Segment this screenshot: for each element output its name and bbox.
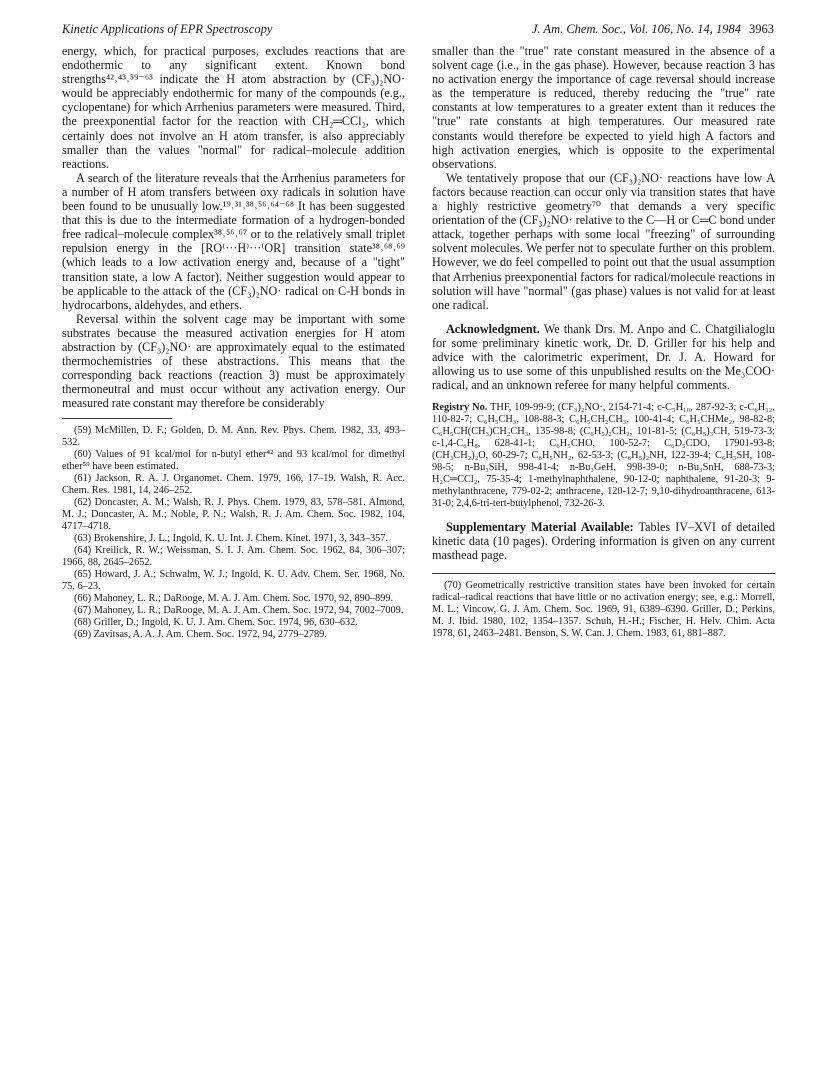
footnote-rule [432,573,775,574]
footnote: (69) Zavitsas, A. A. J. Am. Chem. Soc. 1972, 94, 2779–2789. [74,629,327,641]
registry-numbers [432,402,775,510]
footnote: (68) Griller, D.; Ingold, K. U. J. Am. Chem. Soc. 1974, 96, 630–632. [74,617,358,629]
acknowledgment [432,322,775,392]
supplementary-text: Tables IV–XVI of detailed kinetic data (10 pages). Ordering information is given on any current masthead page. [432,520,775,563]
footnote: (59) McMillen, D. F.; Golden, D. M. Ann. Rev. Phys. Chem. 1982, 33, 493–532. [62,425,405,449]
running-header [62,22,774,40]
footnotes [432,580,775,640]
acknowledgment-heading: Acknowledgment. [446,321,540,336]
footnote: (60) Values of 91 kcal/mol for n-butyl ether⁴² and 93 kcal/mol for dimethyl ether⁵⁹ have been estimated. [62,449,405,473]
footnote: (67) Mahoney, L. R.; DaRooge, M. A. J. Am. Chem. Soc. 1972, 94, 7002–7009. [74,605,404,617]
footnote: (64) Kreilick, R. W.; Weissman, S. I. J. Am. Chem. Soc. 1962, 84, 306–307; 1966, 88, 2645–2652. [62,545,405,569]
left-column [62,44,405,641]
page-number: 3963 [749,22,774,36]
body-paragraph: We tentatively propose that our (CF₃)₂NO· reactions have low A factors because reaction can occur only via transition states that have a highly restrictive geometry⁷⁰ that demands a very specific orientation of the (CF₃)₂NO· relative to the C—H or C═C bond under attack, together perhaps with some local "freezing" of surrounding solvent molecules. We perfer not to speculate further on this problem. However, we do feel compelled to point out that the usual assumption that Arrhenius preexponential factors for radical/molecule reactions in solution will have "normal" (gas phase) values is not valid for at least one radical. [432,170,775,312]
registry-heading: Registry No. [432,402,488,414]
acknowledgment-text: We thank Drs. M. Anpo and C. Chatgilialoglu for some preliminary kinetic work, Dr. D. Griller for his help and advice with the calorimetric experiment, Dr. J. A. Howard for allowing us to use some of this unpublished results on the Me₃COO· radical, and an unknown referee for many helpful comments. [432,321,775,393]
header-journal [532,22,774,37]
body-paragraph: energy, which, for practical purposes, excludes reactions that are endothermic to any significant extent. Known bond strengths⁴²˒⁴³˒⁵⁹⁻⁶³ indicate the H atom abstraction by (CF₃)₂NO· would be appreciably endothermic for many of the compounds (e.g., cyclopentane) for which Arrhenius parameters were measured. Third, the preexponential factor for the reaction with CH₂═CCl₂, which certainly does not involve an H atom transfer, is also appreciably smaller than the values "normal" for radical–molecule addition reactions. [62,44,405,171]
footnote: (66) Mahoney, L. R.; DaRooge, M. A. J. Am. Chem. Soc. 1970, 92, 890–899. [74,593,394,605]
supplementary-material [432,520,775,562]
body-paragraph: smaller than the "true" rate constant measured in the absence of a solvent cage (i.e., in the gas phase). However, because reaction 3 has no activation energy the importance of cage reversal should increase as the temperature is reduced, thereby reducing the "true" rate constants at low temperatures to a greater extent than it reduces the "true" rate constants at high temperatures. Our measured rate constants would therefore be expected to yield high A factors and high activation energies, which is opposite to the experimental observations. [432,44,775,171]
footnote: (61) Jackson, R. A. J. Organomet. Chem. 1979, 166, 17–19. Walsh, R. Acc. Chem. Res. 1981, 14, 246–252. [62,473,405,497]
header-title: Kinetic Applications of EPR Spectroscopy [62,22,273,36]
body-paragraph: Reversal within the solvent cage may be important with some substrates because the measured activation energies for H atom abstraction by (CF₃)₂NO· are approximately equal to the estimated thermochemistries of these abstractions. This means that the corresponding back reactions (reaction 3) must be approximately thermoneutral and must occur without any activation energy. Our measured rate constant may therefore be considerably [62,311,405,411]
body-paragraph: A search of the literature reveals that the Arrhenius parameters for a number of H atom transfers between oxy radicals in solution have been found to be unusually low.¹⁹˒³¹˒³⁸˒⁵⁶˒⁶⁴⁻⁶⁸ It has been suggested that this is due to the intermediate formation of a hydrogen-bonded free radical–molecule complex³⁸˒⁵⁶˒⁶⁷ or to the relatively small triplet repulsion energy in the [RO⁽···H⁾···⁽OR] transition state³⁸˒⁶⁸˒⁶⁹ (which leads to a low activation energy and, because of a "tight" transition state, a low A factor). Neither suggestion would appear to be applicable to the attack of the (CF₃)₂NO· radical on C-H bonds in hydrocarbons, aldehydes, and ethers. [62,170,405,312]
supplementary-heading: Supplementary Material Available: [446,520,634,535]
footnote: (65) Howard, J. A.; Schwalm, W. J.; Ingold, K. U. Adv. Chem. Ser. 1968, No. 75, 6–23. [62,569,405,593]
footnote: (63) Brokenshire, J. L.; Ingold, K. U. Int. J. Chem. Kinet. 1971, 3, 343–357. [74,533,389,545]
footnote: (62) Doncaster, A. M.; Walsh, R. J. Phys. Chem. 1979, 83, 578–581. Almond, M. J.; Doncaster, A. M.; Noble, P. N.; Walsh, R. J. Am. Chem. Soc. 1982, 104, 4717–4718. [62,497,405,533]
right-column [432,44,775,640]
footnotes [62,425,405,641]
header-citation: J. Am. Chem. Soc., Vol. 106, No. 14, 1984 [531,22,741,36]
registry-text: THF, 109-99-9; (CF₃)₂NO·, 2154-71-4; c-C₅H₁₀, 287-92-3; c-C₆H₁₂, 110-82-7; C₆H₅CH₃, 108-88-3; C₆H₅CH₂CH₃, 100-41-4; C₆H₅CHMe₂, 98-82-8; C₆H₅CH(CH₃)CH₂CH₃, 135-98-8; (C₆H₅)₂CH₂, 101-81-5; (C₆H₅)₃CH, 519-73-3; c-1,4-C₆H₈, 628-41-1; C₆H₅CHO, 100-52-7; C₆D₅CDO, 17901-93-8; (CH₃CH₂)₂O, 60-29-7; C₆H₅NH₂, 62-53-3; (C₆H₅)₂NH, 122-39-4; C₆H₅SH, 108-98-5; n-Bu₃SiH, 998-41-4; n-Bu₃GeH, 998-39-0; n-Bu₃SnH, 688-73-3; H₂C═CCl₂, 75-35-4; 1-methylnaphthalene, 90-12-0; naphthalene, 91-20-3; 9-methylanthracene, 779-02-2; anthracene, 120-12-7; 9,10-dihydroanthracene, 613-31-0; 2,4,6-tri-tert-butylphenol, 732-26-3. [432,402,775,510]
footnote-rule [62,418,172,419]
footnote: (70) Geometrically restrictive transition states have been invoked for certain radical–radical reactions that have little or no activation energy; see, e.g.: Morrell, M. L.; Vincow, G. J. Am. Chem. Soc. 1969, 91, 6389–6390. Griller, D.; Perkins, M. J. Ibid. 1980, 102, 1354–1357. Schuh, H.-H.; Fischer, H. Helv. Chim. Acta 1978, 61, 2463–2481. Benson, S. W. Can. J. Chem. 1983, 61, 881–887. [432,579,775,639]
